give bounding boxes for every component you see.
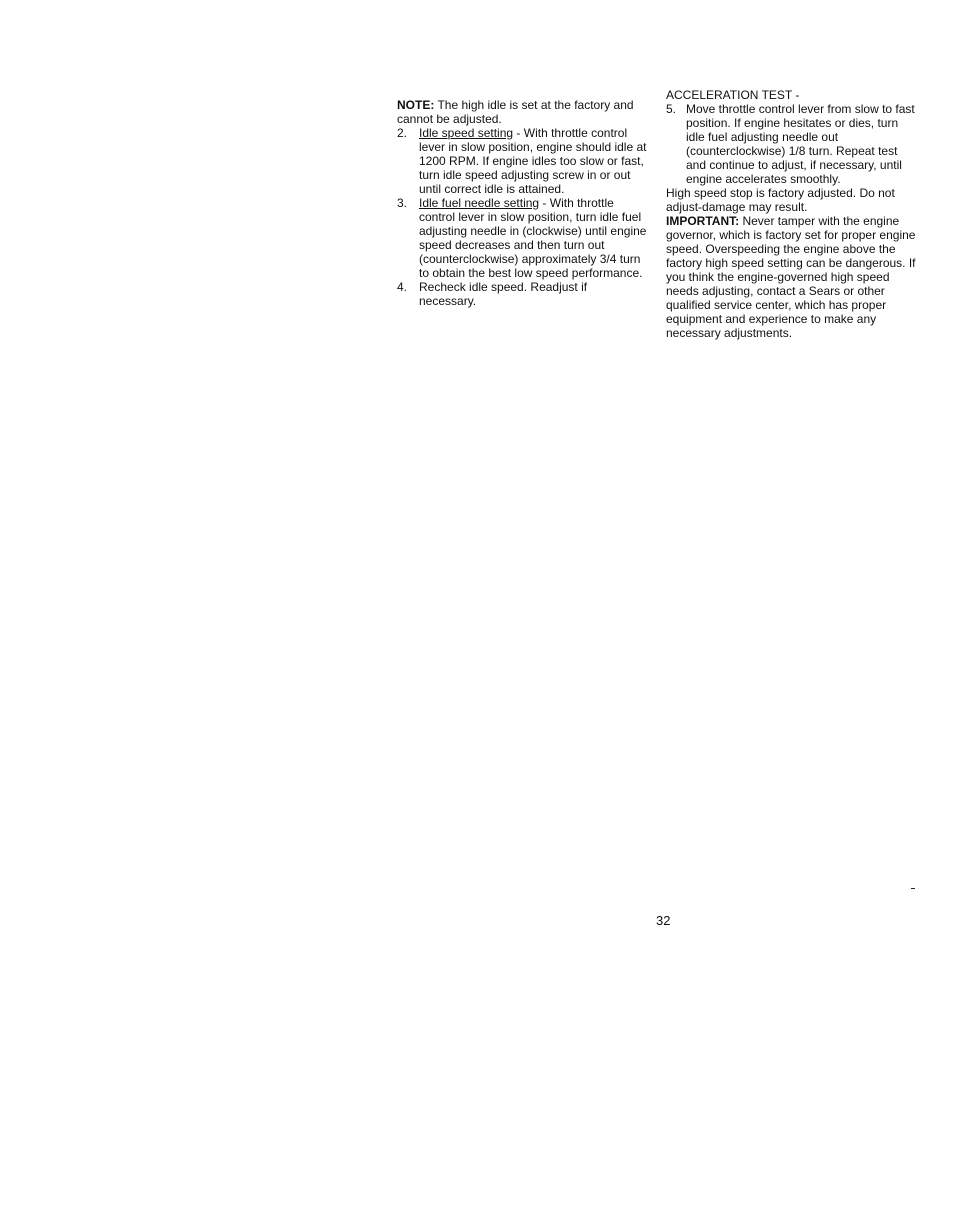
high-speed-paragraph: High speed stop is factory adjusted. Do not adjust-damage may result.: [666, 186, 895, 214]
step-title: Idle fuel needle setting: [419, 196, 540, 210]
step-5: [666, 102, 916, 186]
step-number: 2.: [397, 126, 408, 140]
step-text: Move throttle control lever from slow to fast position. If engine hesitates or dies, turn idle fuel adjusting needle out (counterclockwise) 1/8 turn. Repeat test and continue to adjust, if necessary, until engine accelerates smoothly.: [686, 102, 915, 186]
important-text: Never tamper with the engine governor, which is factory set for proper engine speed. Overspeeding the engine above the factory high speed setting can be dangerous. If you think the engine-governed high speed needs adjusting, contact a Sears or other qualified service center, which has proper equipment and experience to make any necessary adjustments.: [666, 214, 916, 340]
step-3: [397, 196, 647, 280]
note-paragraph: [397, 98, 647, 126]
step-number: 3.: [397, 196, 408, 210]
page-number: 32: [656, 913, 671, 928]
note-text: The high idle is set at the factory and cannot be adjusted.: [397, 98, 634, 126]
step-2: [397, 126, 647, 196]
step-title: Idle speed setting: [419, 126, 514, 140]
scan-mark: [911, 888, 915, 889]
step-4: [397, 280, 647, 308]
step-text: - With throttle control lever in slow position, turn idle fuel adjusting needle in (clockwise) until engine speed decreases and then turn out (counterclockwise) approximately 3/4 turn to obtain the best low speed performance.: [419, 196, 647, 280]
step-number: 4.: [397, 280, 408, 294]
important-paragraph: [666, 214, 916, 340]
section-heading: ACCELERATION TEST -: [666, 88, 800, 102]
left-column: [397, 98, 647, 308]
right-column: [666, 88, 916, 340]
note-label: NOTE:: [397, 98, 435, 112]
important-label: IMPORTANT:: [666, 214, 740, 228]
step-number: 5.: [666, 102, 677, 116]
step-text: - With throttle control lever in slow position, engine should idle at 1200 RPM. If engine idles too slow or fast, turn idle speed adjusting screw in or out until correct idle is attained.: [419, 126, 647, 196]
step-text: Recheck idle speed. Readjust if necessary.: [419, 280, 588, 308]
